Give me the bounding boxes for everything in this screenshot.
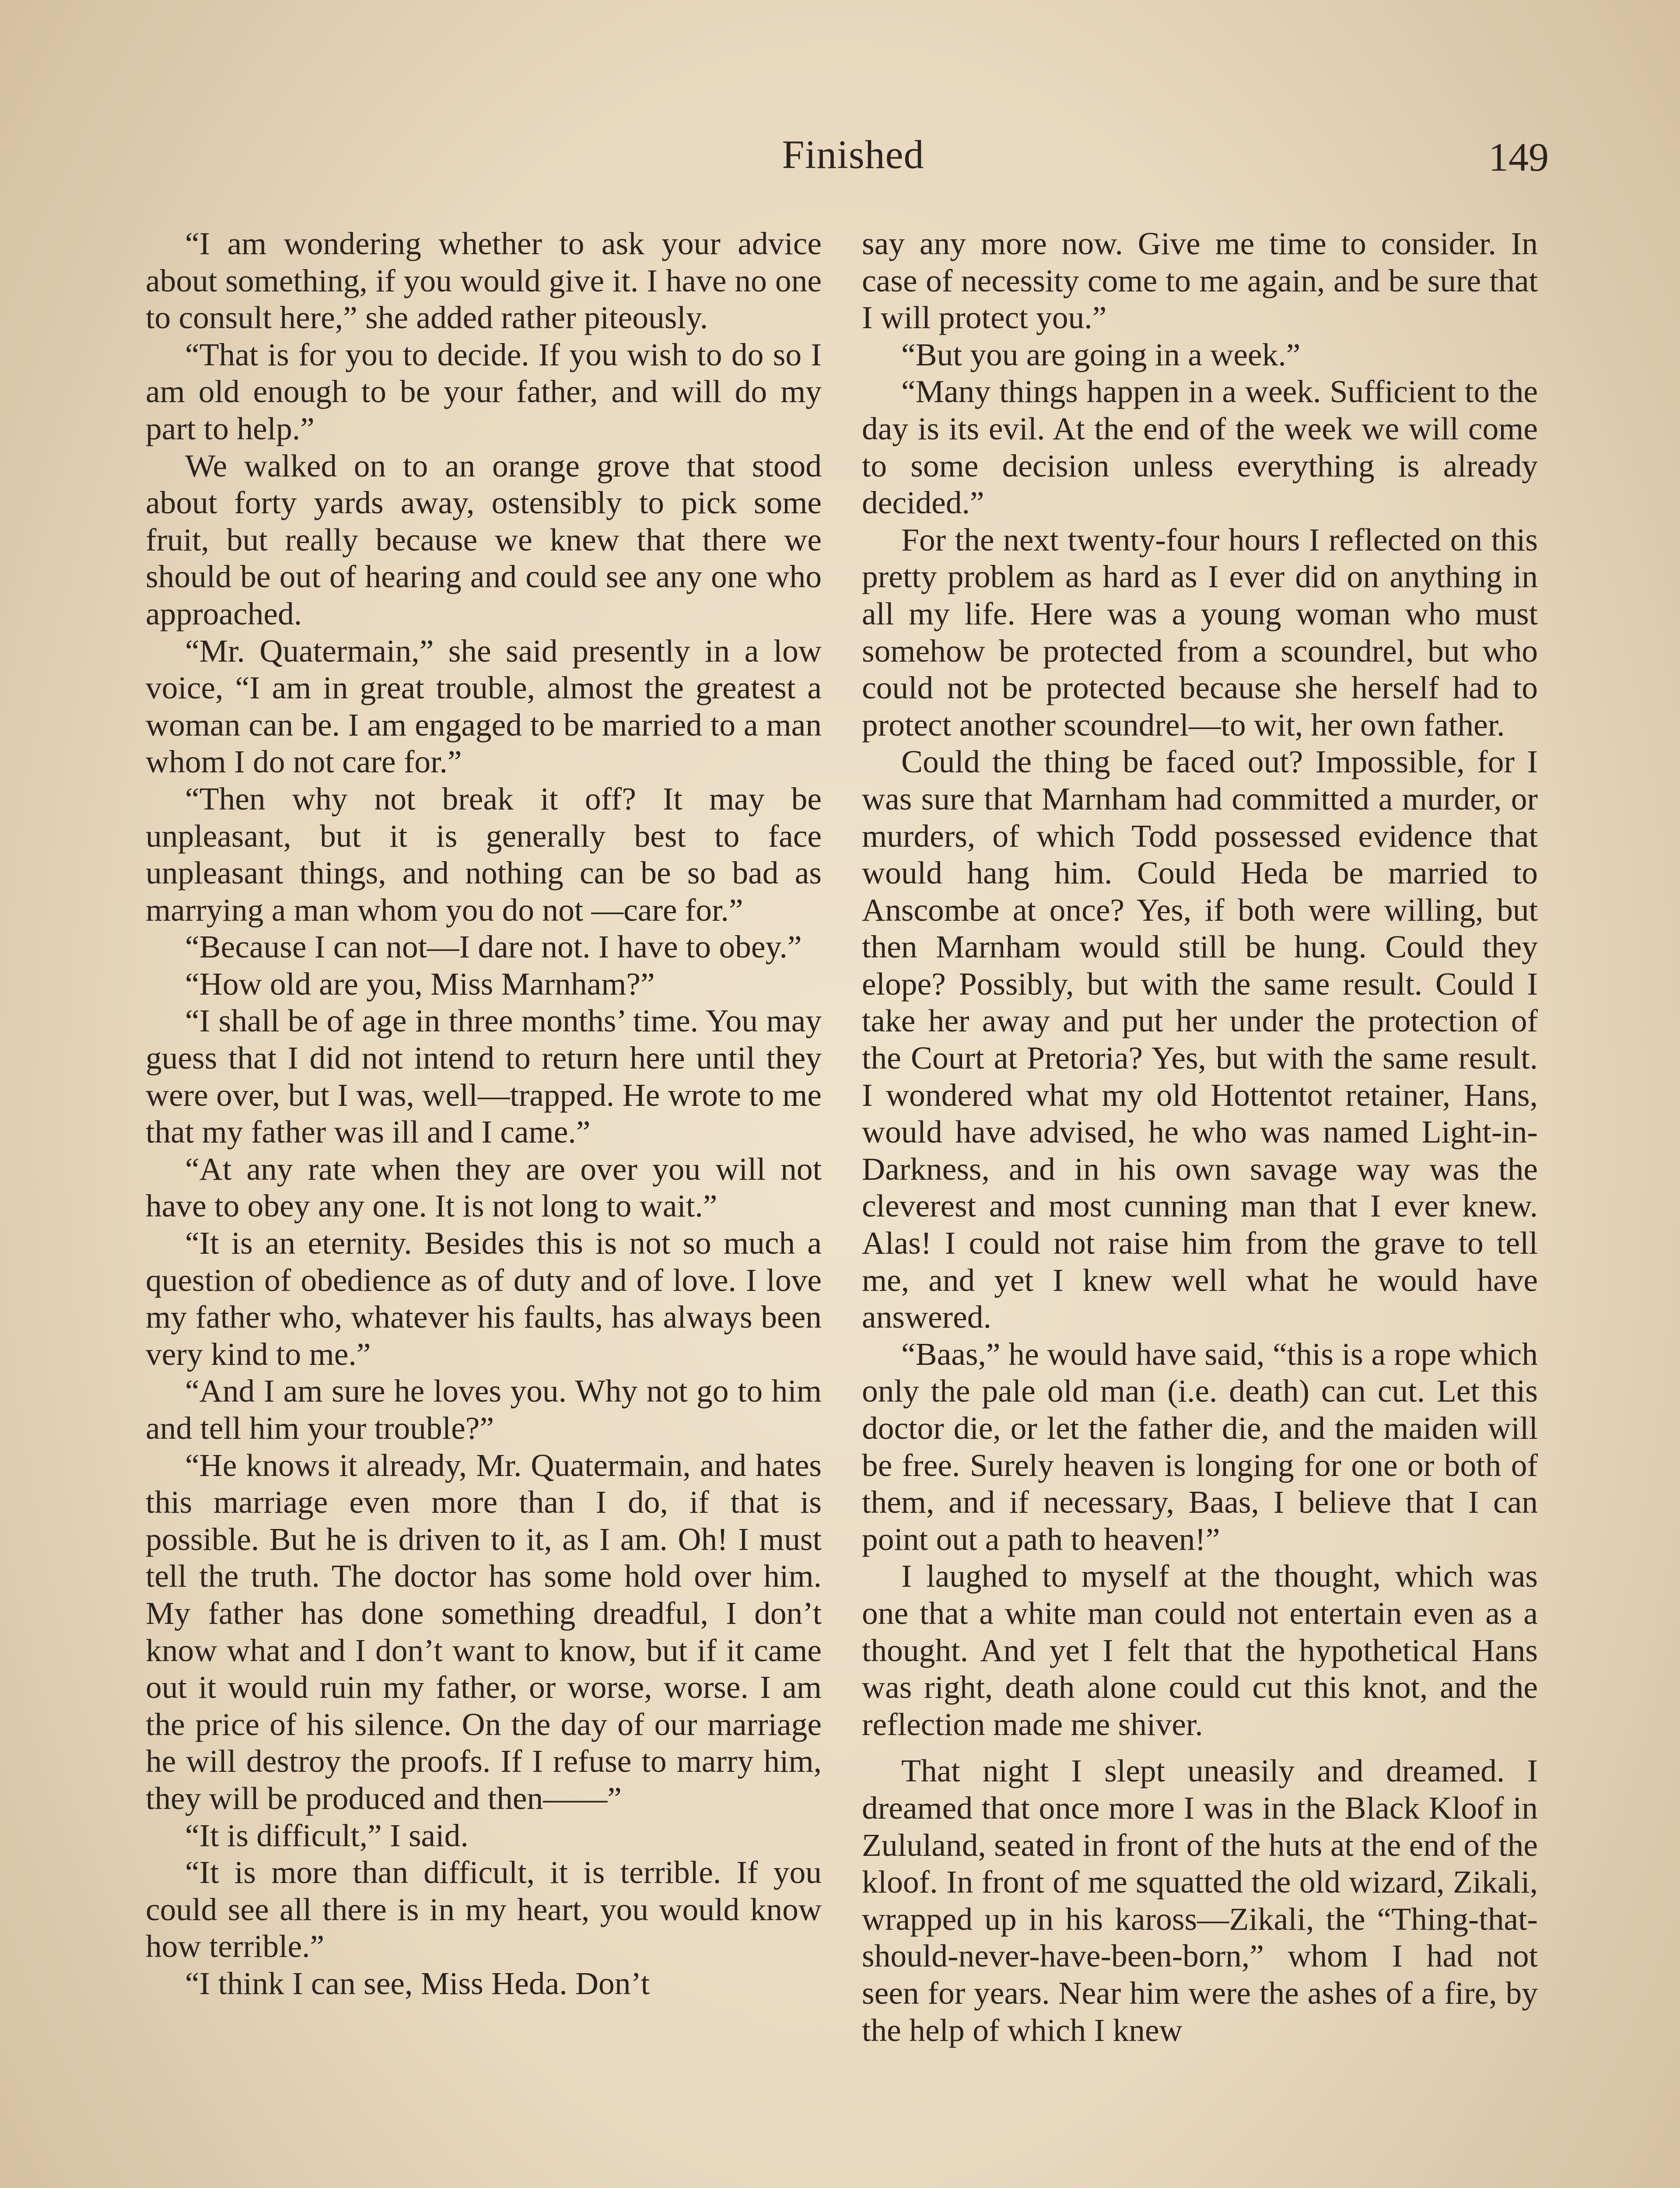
paragraph: say any more now. Give me time to consider. In case of necessity come to me again, and be sure that I will protect you.” [862,226,1538,336]
paragraph: “I shall be of age in three months’ time. You may guess that I did not intend to return here until they were over, but I was, well—trapped. He wrote to me that my father was ill and I came.” [146,1003,822,1150]
running-title: Finished [782,132,924,177]
left-column [146,225,822,2002]
paragraph: “How old are you, Miss Marnham?” [185,966,655,1002]
paragraph: “But you are going in a week.” [901,337,1301,372]
paragraph: “It is more than difficult, it is terrible. If you could see all there is in my heart, you would know how terrible.” [146,1855,822,1964]
page-number: 149 [1488,135,1549,179]
paragraph: “At any rate when they are over you will not have to obey any one. It is not long to wait.” [146,1151,822,1224]
paragraph: Could the thing be faced out? Impossible, for I was sure that Marnham had committed a murder, or murders, of which Todd possessed evidence that would hang him. Could Heda be married to Anscombe at once? Yes, if both were willing, but then Marnham would still be hung. Could they elope? Possibly, but with the same result. Could I take her away and put her under the protection of the Court at Pretoria? Yes, but with the same result. I wondered what my old Hottentot retainer, Hans, would have advised, he who was named Light-in-Darkness, and in his own savage way was the cleverest and most cunning man that I ever knew. Alas! I could not raise him from the grave to tell me, and yet I knew well what he would have answered. [862,744,1538,1335]
paragraph: “Many things happen in a week. Sufficient to the day is its evil. At the end of the week we will come to some decision unless everything is already decided.” [862,374,1538,521]
paragraph: “Baas,” he would have said, “this is a rope which only the pale old man (i.e. death) can cut. Let this doctor die, or let the father die, and the maiden will be free. Surely heaven is longing for one or both of them, and if necessary, Baas, I believe that I can point out a path to heaven!” [862,1336,1538,1557]
paragraph: “And I am sure he loves you. Why not go to him and tell him your trouble?” [146,1373,822,1446]
paragraph: “That is for you to decide. If you wish to do so I am old enough to be your father, and will do my part to help.” [146,337,822,446]
paragraph: “I think I can see, Miss Heda. Don’t [185,1965,650,2001]
paragraph: “It is difficult,” I said. [185,1817,469,1853]
right-column [862,225,1538,2049]
paragraph: That night I slept uneasily and dreamed. I dreamed that once more I was in the Black Kloof in Zululand, seated in front of the huts at the end of the kloof. In front of me squatted the old wizard, Zikali, wrapped up in his kaross—Zikali, the “Thing-that-should-never-have-been-born,” whom I had not seen for years. Near him were the ashes of a fire, by the help of which I knew [862,1753,1538,2048]
paragraph: “Because I can not—I dare not. I have to obey.” [185,929,802,965]
paragraph: I laughed to myself at the thought, which was one that a white man could not entertain even as a thought. And yet I felt that the hypothetical Hans was right, death alone could cut this knot, and the reflection made me shiver. [862,1558,1538,1742]
paragraph: We walked on to an orange grove that stood about forty yards away, ostensibly to pick some fruit, but really because we knew that there we should be out of hearing and could see any one who approached. [146,448,822,631]
paragraph: “It is an eternity. Besides this is not so much a question of obedience as of duty and of love. I love my father who, whatever his faults, has always been very kind to me.” [146,1225,822,1372]
paragraph: “He knows it already, Mr. Quatermain, and hates this marriage even more than I do, if that is possible. But he is driven to it, as I am. Oh! I must tell the truth. The doctor has some hold over him. My father has done something dreadful, I don’t know what and I don’t want to know, but if it came out it would ruin my father, or worse, worse. I am the price of his silence. On the day of our marriage he will destroy the proofs. If I refuse to marry him, they will be produced and then——” [146,1447,822,1816]
paragraph: “I am wondering whether to ask your advice about something, if you would give it. I have no one to consult here,” she added rather piteously. [146,226,822,336]
running-head [0,131,1680,184]
paragraph: “Then why not break it off? It may be unpleasant, but it is generally best to face unpleasant things, and nothing can be so bad as marrying a man whom you do not —care for.” [146,781,822,928]
paragraph: For the next twenty-four hours I reflected on this pretty problem as hard as I ever did on anything in all my life. Here was a young woman who must somehow be protected from a scoundrel, but who could not be protected because she herself had to protect another scoundrel—to wit, her own father. [862,522,1538,743]
paragraph: “Mr. Quatermain,” she said presently in a low voice, “I am in great trouble, almost the greatest a woman can be. I am engaged to be married to a man whom I do not care for.” [146,633,822,780]
